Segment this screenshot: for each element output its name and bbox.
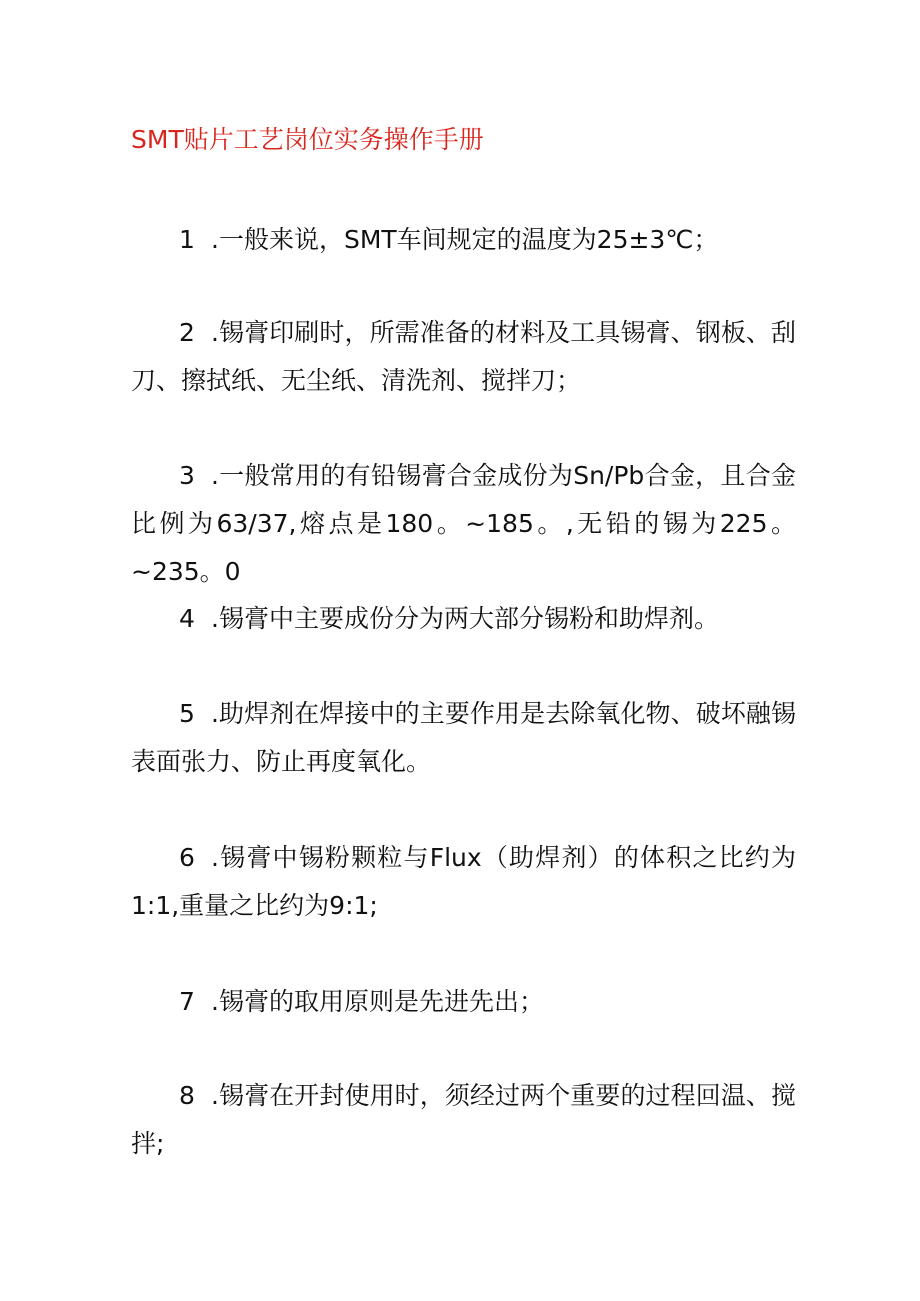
item-text: .锡膏的取用原则是先进先出； [211, 987, 544, 1016]
item-number: 7 [179, 987, 195, 1016]
list-item-8 [131, 1072, 796, 1168]
list-item-7 [131, 978, 796, 1026]
item-text: .锡膏中主要成份分为两大部分锡粉和助焊剂。 [211, 604, 719, 633]
document-title: SMT贴片工艺岗位实务操作手册 [131, 125, 484, 154]
list-item-6 [131, 834, 796, 930]
list-item-3 [131, 452, 796, 596]
item-text: .助焊剂在焊接中的主要作用是去除氧化物、破坏融锡表面张力、防止再度氧化。 [131, 699, 796, 776]
list-item-2 [131, 309, 796, 405]
item-number: 3 [179, 461, 195, 490]
item-number: 1 [179, 225, 195, 254]
item-text: .一般来说，SMT车间规定的温度为25±3℃； [211, 225, 719, 254]
item-number: 8 [179, 1081, 195, 1110]
item-text: .锡膏印刷时，所需准备的材料及工具锡膏、钢板、刮刀、擦拭纸、无尘纸、清洗剂、搅拌刀； [131, 318, 796, 395]
list-item-4 [131, 595, 796, 643]
item-number: 4 [179, 604, 195, 633]
item-text: .锡膏中锡粉颗粒与Flux（助焊剂）的体积之比约为1:1,重量之比约为9:1; [131, 843, 796, 920]
item-text: .锡膏在开封使用时，须经过两个重要的过程回温、搅拌; [131, 1081, 796, 1158]
item-text: .一般常用的有铅锡膏合金成份为Sn/Pb合金，且合金比例为63/37,熔点是180。~185。,无铅的锡为225。~235。0 [131, 461, 796, 586]
item-number: 6 [179, 843, 195, 872]
list-item-1 [131, 216, 796, 264]
list-item-5 [131, 690, 796, 786]
item-number: 2 [179, 318, 195, 347]
item-number: 5 [179, 699, 195, 728]
